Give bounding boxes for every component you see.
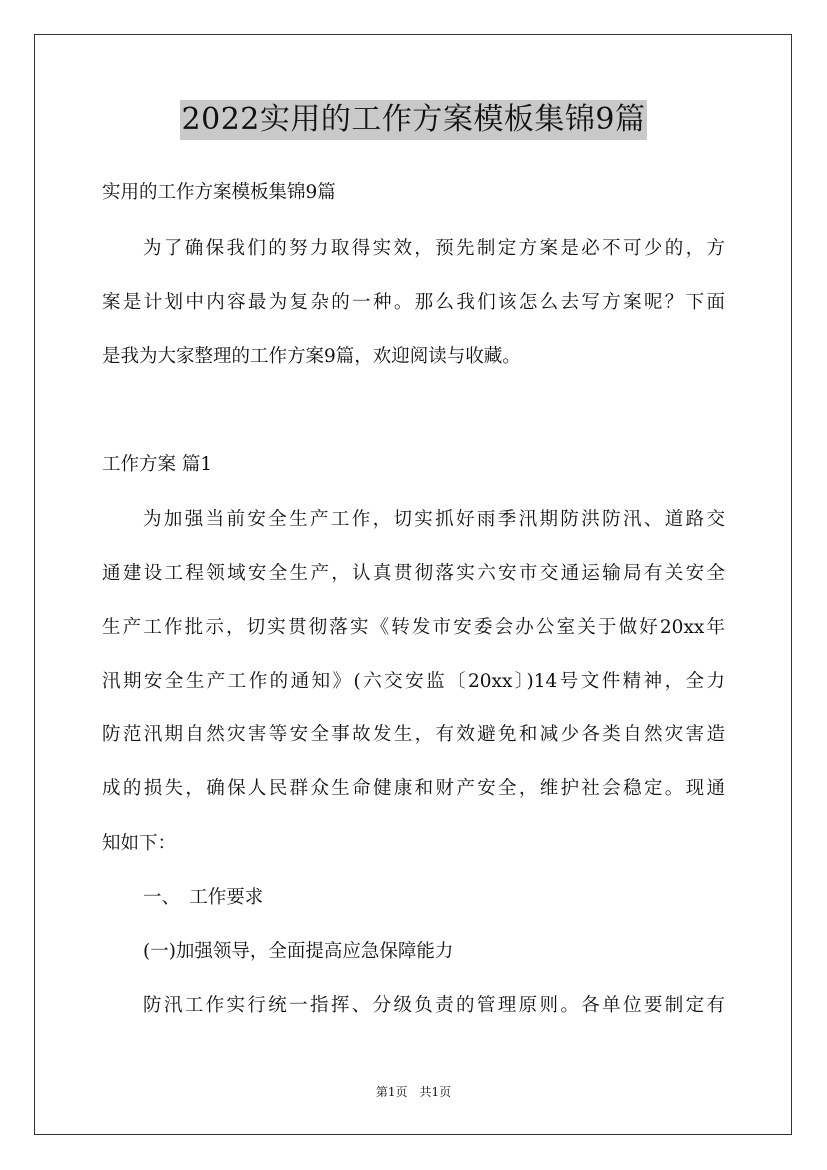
intro-line-3: 是我为大家整理的工作方案9篇，欢迎阅读与收藏。 <box>102 346 521 367</box>
body-line-2: 通建设工程领域安全生产，认真贯彻落实六安市交通运输局有关安全 <box>102 563 725 584</box>
body-line-6: 成的损失，确保人民群众生命健康和财产安全，维护社会稳定。现通 <box>102 778 725 799</box>
body-line-1: 为加强当前安全生产工作，切实抓好雨季汛期防洪防汛、道路交 <box>143 509 725 530</box>
section-heading: 工作方案 篇1 <box>102 454 213 475</box>
page-number: 第1页 共1页 <box>375 1085 452 1099</box>
body-line-4: 汛期安全生产工作的通知》(六交安监〔20xx〕)14号文件精神，全力 <box>102 671 725 692</box>
subtitle: 实用的工作方案模板集锦9篇 <box>102 182 336 203</box>
body-line-3: 生产工作批示，切实贯彻落实《转发市安委会办公室关于做好20xx年 <box>102 617 725 638</box>
body-line-5: 防范汛期自然灾害等安全事故发生，有效避免和减少各类自然灾害造 <box>102 724 725 745</box>
body-last-line: 防汛工作实行统一指挥、分级负责的管理原则。各单位要制定有 <box>143 995 725 1016</box>
intro-line-1: 为了确保我们的努力取得实效，预先制定方案是必不可少的，方 <box>143 238 725 259</box>
intro-line-2: 案是计划中内容最为复杂的一种。那么我们该怎么去写方案呢？下面 <box>102 292 725 313</box>
document-title: 2022实用的工作方案模板集锦9篇 <box>180 100 648 140</box>
item-heading-1-1: (一)加强领导，全面提高应急保障能力 <box>143 941 454 962</box>
body-line-7: 知如下： <box>102 833 177 854</box>
item-heading-1: 一、 工作要求 <box>143 887 264 908</box>
